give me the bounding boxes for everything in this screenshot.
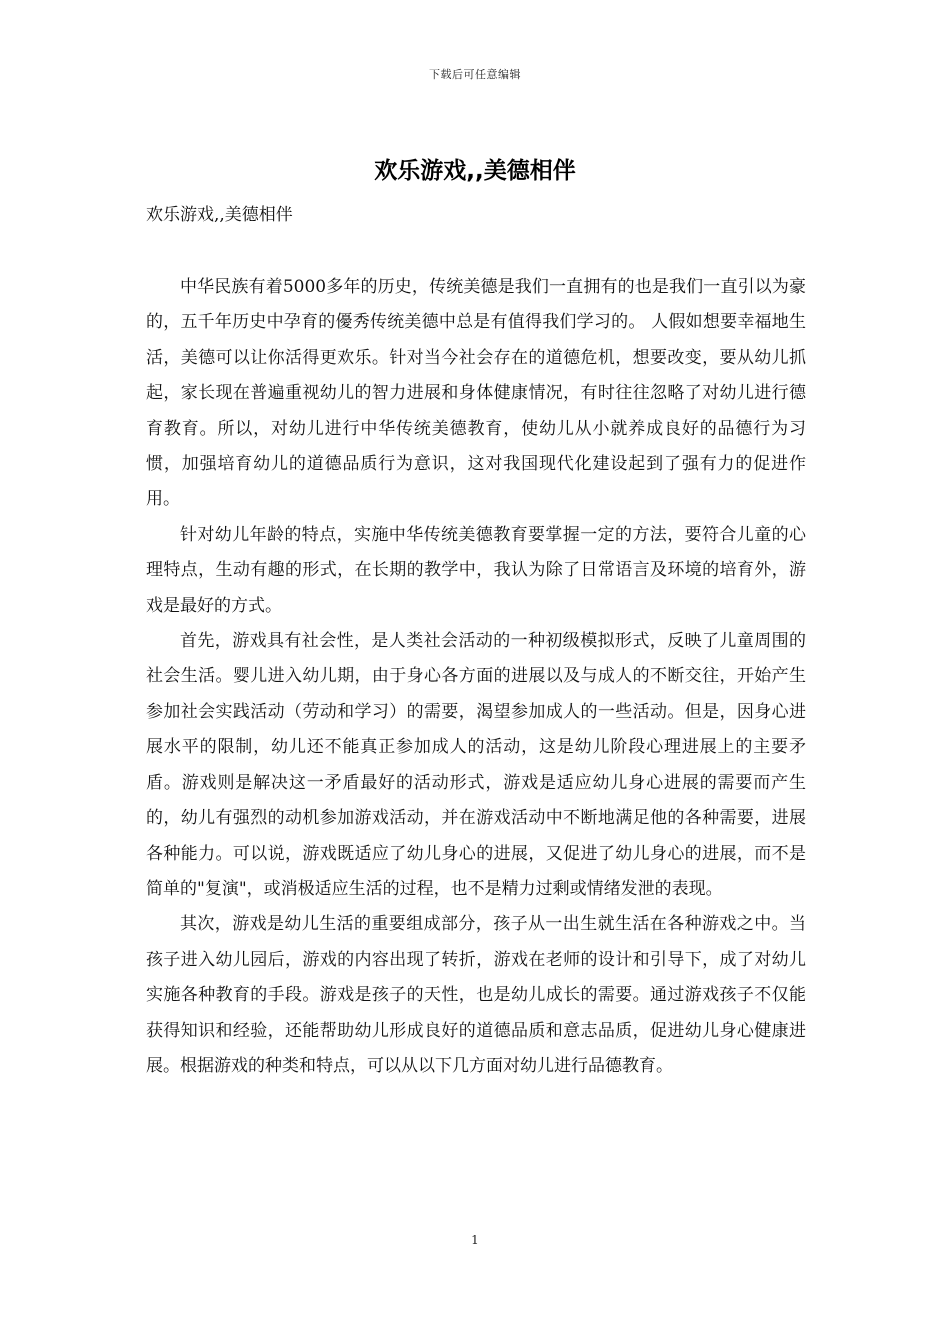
paragraph-intro: 中华民族有着5000多年的历史，传统美德是我们一直拥有的也是我们一直引以为豪的，五千年历史中孕育的優秀传统美德中总是有值得我们学习的。 人假如想要幸福地生活，美德可以让你活得更欢乐。针对当今社会存在的道德危机，想要改变，要从幼儿抓起，家长现在普遍重视幼儿的智力进展和身体健康情况，有时往往忽略了对幼儿进行德育教育。所以，对幼儿进行中华传统美德教育，使幼儿从小就养成良好的品德行为习惯，加强培育幼儿的道德品质行为意识，这对我国现代化建设起到了强有力的促进作用。 [146,277,806,510]
paragraph-second: 其次，游戏是幼儿生活的重要组成部分，孩子从一出生就生活在各种游戏之中。当孩子进入幼儿园后，游戏的内容出现了转折，游戏在老师的设计和引导下，成了对幼儿实施各种教育的手段。游戏是孩子的天性，也是幼儿成长的需要。通过游戏孩子不仅能获得知识和经验，还能帮助幼儿形成良好的道德品质和意志品质，促进幼儿身心健康进展。根据游戏的种类和特点，可以从以下几方面对幼儿进行品德教育。 [146,914,806,1076]
document-subtitle: 欢乐游戏,,美德相伴 [146,205,293,225]
header-note: 下载后可任意编辑 [429,68,521,81]
paragraph-first: 首先，游戏具有社会性，是人类社会活动的一种初级模拟形式，反映了儿童周围的社会生活。婴儿进入幼儿期，由于身心各方面的进展以及与成人的不断交往，开始产生参加社会实践活动（劳动和学习）的需要，渴望参加成人的一些活动。但是，因身心进展水平的限制，幼儿还不能真正参加成人的活动，这是幼儿阶段心理进展上的主要矛盾。游戏则是解决这一矛盾最好的活动形式，游戏是适应幼儿身心进展的需要而产生的，幼儿有强烈的动机参加游戏活动，并在游戏活动中不断地满足他的各种需要，进展各种能力。可以说，游戏既适应了幼儿身心的进展，又促进了幼儿身心的进展，而不是简单的"复演"，或消极适应生活的过程，也不是精力过剩或情绪发泄的表现。 [146,631,806,899]
paragraph-method: 针对幼儿年龄的特点，实施中华传统美德教育要掌握一定的方法，要符合儿童的心理特点，生动有趣的形式，在长期的教学中，我认为除了日常语言及环境的培育外，游戏是最好的方式。 [146,524,806,616]
body-text [146,270,806,1084]
page-number: 1 [471,1233,479,1247]
document-title: 欢乐游戏,,美德相伴 [374,158,576,184]
